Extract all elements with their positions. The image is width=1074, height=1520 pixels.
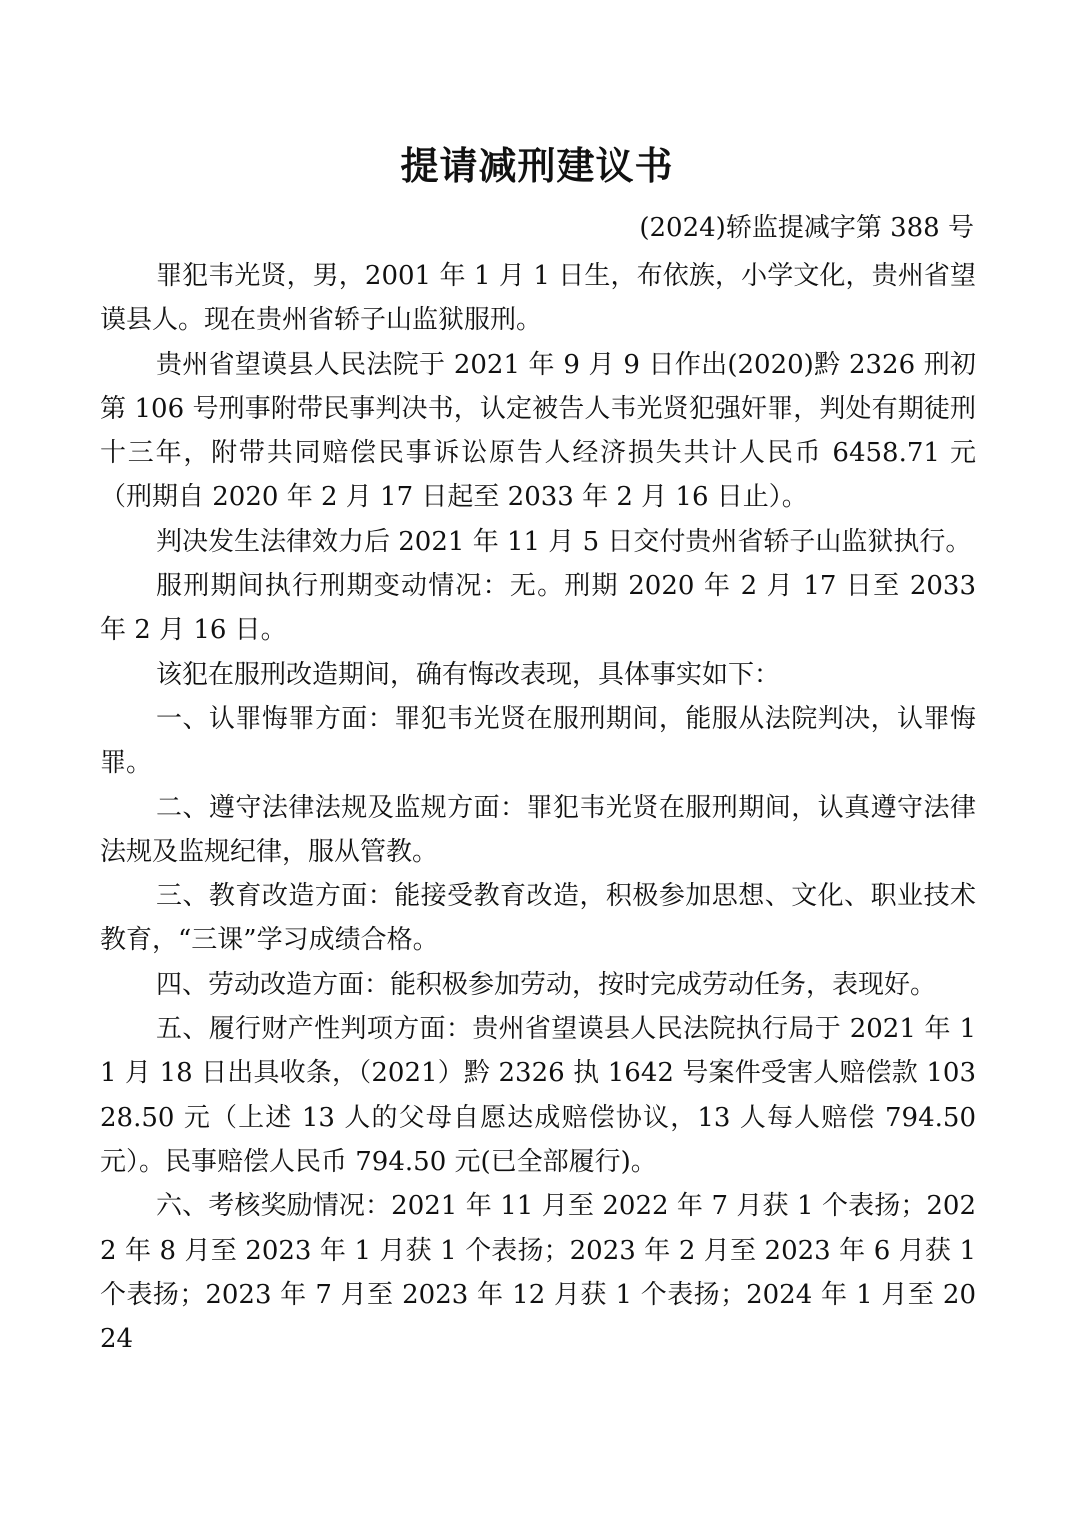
paragraph-basic-info: 罪犯韦光贤，男，2001 年 1 月 1 日生，布依族，小学文化，贵州省望谟县人。现在贵州省轿子山监狱服刑。 [100, 261, 976, 336]
paragraph-item-4: 四、劳动改造方面：能积极参加劳动，按时完成劳动任务，表现好。 [156, 969, 937, 1000]
paragraph-item-3: 三、教育改造方面：能接受教育改造，积极参加思想、文化、职业技术教育，“三课”学习成绩合格。 [100, 881, 976, 956]
paragraph-judgment: 贵州省望谟县人民法院于 2021 年 9 月 9 日作出(2020)黔 2326 刑初第 106 号刑事附带民事判决书，认定被告人韦光贤犯强奸罪，判处有期徒刑十三年，附带共同赔偿民事诉讼原告人经济损失共计人民币 6458.71 元（刑期自 2020 年 2 月 17 日起至 2033 年 2 月 16 日止）。 [100, 349, 976, 513]
paragraph-execution: 判决发生法律效力后 2021 年 11 月 5 日交付贵州省轿子山监狱执行。 [156, 526, 972, 557]
paragraph-item-1: 一、认罪悔罪方面：罪犯韦光贤在服刑期间，能服从法院判决，认罪悔罪。 [100, 703, 976, 779]
paragraph-sentence-change: 服刑期间执行刑期变动情况：无。刑期 2020 年 2 月 17 日至 2033 年 2 月 16 日。 [100, 571, 976, 646]
document-number: (2024)轿监提减字第 388 号 [639, 213, 974, 243]
document-body [100, 254, 976, 1361]
paragraph-item-2: 二、遵守法律法规及监规方面：罪犯韦光贤在服刑期间，认真遵守法律法规及监规纪律，服从管教。 [100, 792, 976, 867]
document-title: 提请减刑建议书 [400, 144, 674, 188]
paragraph-repentance-intro: 该犯在服刑改造期间，确有悔改表现，具体事实如下： [156, 659, 781, 690]
paragraph-item-6: 六、考核奖励情况：2021 年 11 月至 2022 年 7 月获 1 个表扬；2022 年 8 月至 2023 年 1 月获 1 个表扬；2023 年 2 月至 2023 年 6 月获 1 个表扬；2023 年 7 月至 2023 年 12 月获 1 个表扬；2024 年 1 月至 2024 [100, 1191, 976, 1355]
paragraph-item-5: 五、履行财产性判项方面：贵州省望谟县人民法院执行局于 2021 年 11 月 18 日出具收条，（2021）黔 2326 执 1642 号案件受害人赔偿款 10328.50 元（上述 13 人的父母自愿达成赔偿协议，13 人每人赔偿 794.50 元）。民事赔偿人民币 794.50 元(已全部履行)。 [100, 1014, 976, 1177]
